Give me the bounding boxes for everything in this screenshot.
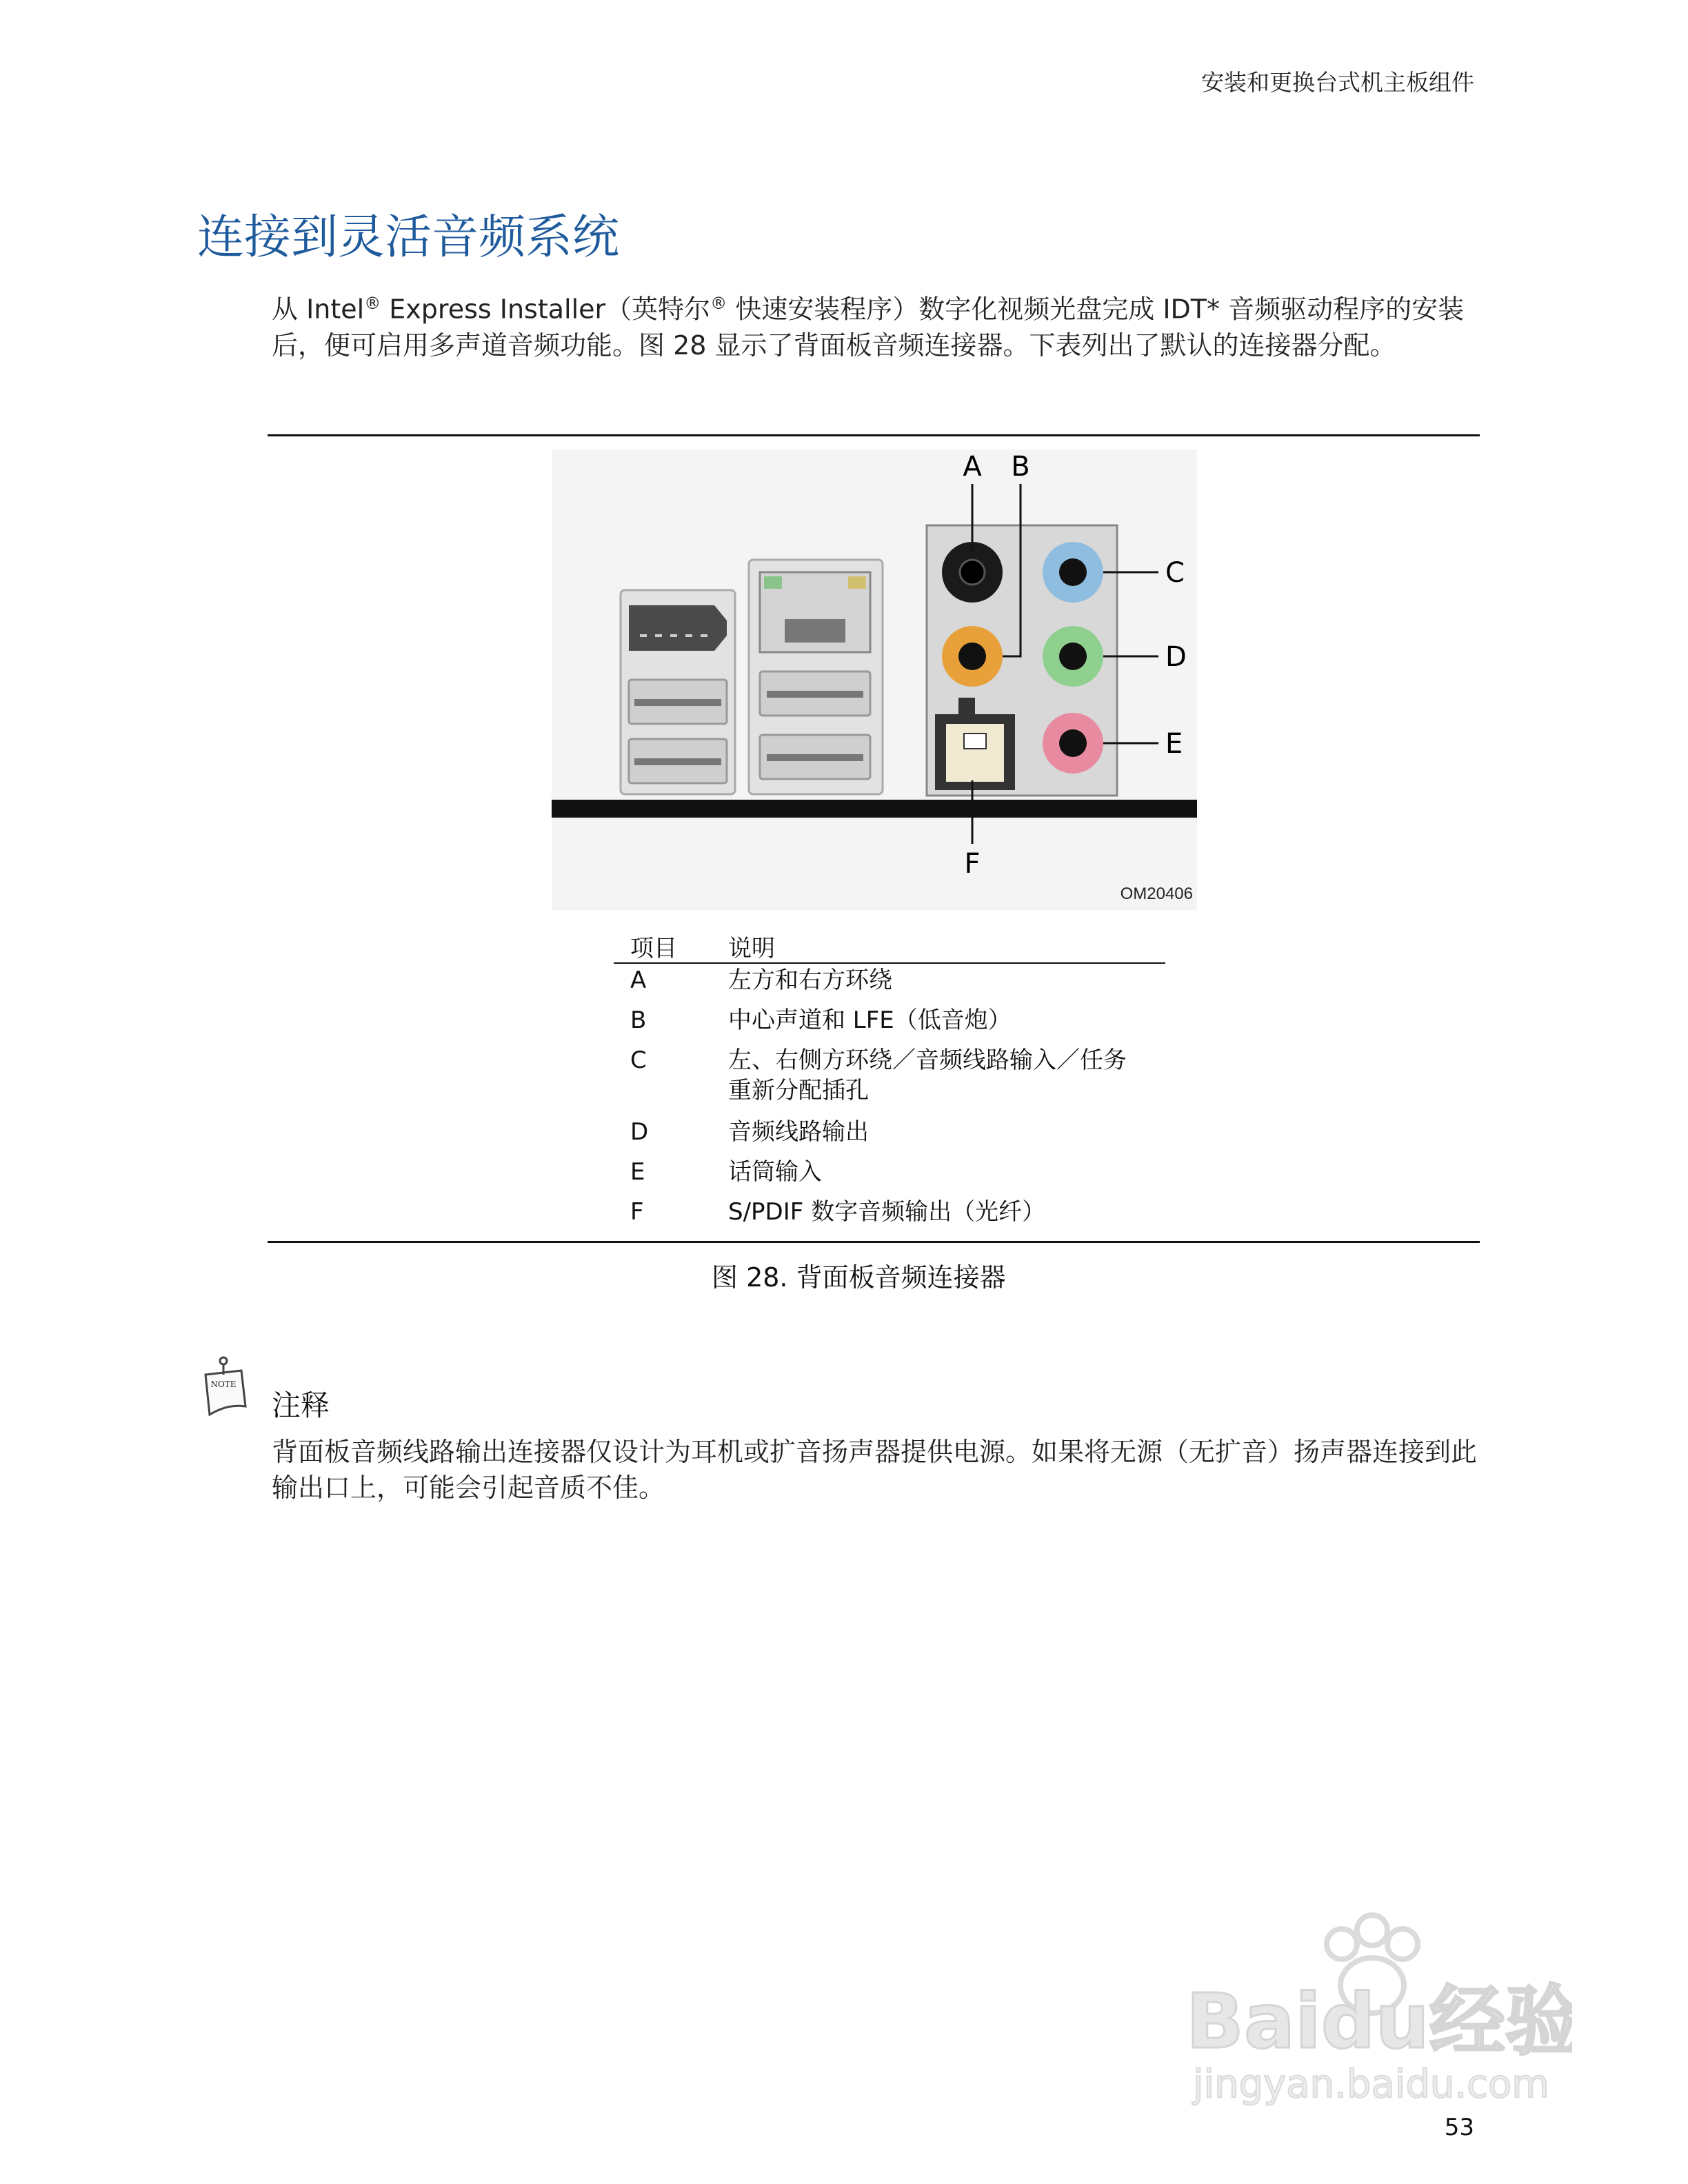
back-panel-figure xyxy=(552,449,1197,910)
watermark-url: jingyan.baidu.com xyxy=(1193,2062,1549,2107)
label-c: C xyxy=(1165,557,1185,589)
row-item: F xyxy=(630,1198,644,1226)
jack-hole xyxy=(1059,729,1087,757)
row-desc: 左方和右方环绕 xyxy=(728,967,892,994)
label-d: D xyxy=(1165,641,1187,673)
jack-hole xyxy=(958,643,986,670)
row-item: A xyxy=(630,967,647,994)
running-header: 安装和更换台式机主板组件 xyxy=(1201,69,1474,96)
usb-port-tongue xyxy=(767,691,863,698)
table-header xyxy=(614,924,1165,964)
para-part-2: Express Installer（英特尔 xyxy=(381,294,711,325)
label-a: A xyxy=(963,451,982,483)
label-e: E xyxy=(1165,728,1183,760)
row-desc: 音频线路输出 xyxy=(728,1118,869,1146)
baidu-watermark xyxy=(1186,1903,1572,2110)
note-icon xyxy=(200,1355,250,1419)
back-panel-diagram xyxy=(552,449,1197,910)
registered-mark: ® xyxy=(364,294,381,313)
figure-id: OM20406 xyxy=(1120,884,1193,903)
jack-hole xyxy=(1059,558,1087,586)
jack-e xyxy=(1043,713,1103,774)
watermark-brand: Baidu经验 xyxy=(1186,1977,1572,2065)
label-b: B xyxy=(1011,451,1030,483)
usb-port-tongue xyxy=(634,758,721,765)
row-item: C xyxy=(630,1046,647,1074)
usb-port-tongue xyxy=(634,699,721,706)
page-number: 53 xyxy=(1444,2114,1474,2141)
jack-d xyxy=(1043,626,1103,687)
ethernet-pins xyxy=(785,619,845,643)
jack-c xyxy=(1043,542,1103,603)
optical-lens xyxy=(964,734,986,749)
note-icon-label: NOTE xyxy=(210,1379,237,1389)
jack-hole xyxy=(1059,643,1087,670)
row-item: D xyxy=(630,1118,649,1146)
figure-caption: 图 28. 背面板音频连接器 xyxy=(712,1262,1006,1293)
firewire-port xyxy=(629,605,727,651)
registered-mark: ® xyxy=(710,294,727,313)
row-item: E xyxy=(630,1158,645,1186)
usb-port-tongue xyxy=(767,754,863,761)
figure-bottom-rule xyxy=(268,1241,1480,1243)
jack-hole xyxy=(960,560,985,585)
header-item: 项目 xyxy=(630,935,677,962)
row-desc: 中心声道和 LFE（低音炮） xyxy=(728,1007,1012,1034)
header-desc: 说明 xyxy=(728,935,775,962)
optical-window xyxy=(946,724,1004,782)
row-item: B xyxy=(630,1007,647,1034)
intro-paragraph xyxy=(272,285,1485,363)
row-desc: S/PDIF 数字音频输出（光纤） xyxy=(728,1198,1046,1226)
ethernet-led xyxy=(848,576,866,589)
row-desc: 左、右侧方环绕／音频线路输入／任务重新分配插孔 xyxy=(728,1046,1127,1104)
section-title: 连接到灵活音频系统 xyxy=(197,210,620,265)
optical-cap xyxy=(958,698,975,714)
label-f: F xyxy=(964,848,981,880)
panel-bar xyxy=(552,800,1197,818)
note-title: 注释 xyxy=(272,1388,330,1422)
figure-top-rule xyxy=(268,434,1480,436)
para-part-1: 从 Intel xyxy=(272,294,365,325)
para-part-3: 快速安装程序）数字化视频光盘完成 IDT* 音频驱动程序的安装后，便可启用多声道音频功能。图 28 显示了背面板音频连接器。下表列出了默认的连接器分配。 xyxy=(272,294,1465,361)
row-desc: 话筒输入 xyxy=(728,1158,822,1186)
note-text: 背面板音频线路输出连接器仅设计为耳机或扩音扬声器提供电源。如果将无源（无扩音）扬声器连接到此输出口上，可能会引起音质不佳。 xyxy=(272,1437,1478,1503)
ethernet-led xyxy=(764,576,782,589)
jack-b xyxy=(942,626,1003,687)
